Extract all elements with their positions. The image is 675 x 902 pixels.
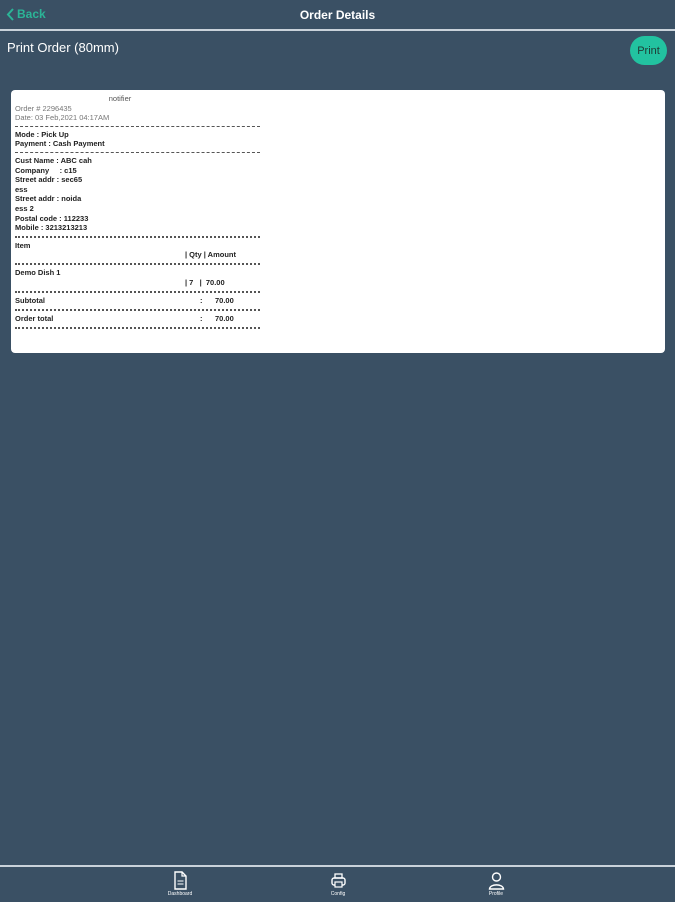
payment-method: Payment : Cash Payment — [15, 139, 105, 149]
street-address-2: Street addr : noida — [15, 194, 82, 204]
tab-config[interactable] — [308, 871, 368, 897]
user-icon — [488, 871, 505, 890]
qty-amount-column-header: | Qty | Amount — [185, 250, 236, 260]
print-order-heading: Print Order (80mm) — [7, 40, 119, 55]
page-title: Order Details — [299, 8, 376, 22]
divider — [15, 327, 260, 329]
subtotal-label: Subtotal — [15, 295, 45, 305]
tab-dashboard[interactable] — [150, 871, 210, 897]
divider — [15, 263, 260, 265]
printer-icon — [330, 871, 347, 890]
back-label: Back — [17, 7, 46, 21]
divider — [15, 309, 260, 311]
item-column-header: Item — [15, 240, 31, 250]
company: Company : c15 — [15, 165, 77, 175]
order-mode: Mode : Pick Up — [15, 129, 69, 139]
divider — [15, 236, 260, 238]
receipt-card — [11, 90, 665, 353]
store-name: notifier — [108, 94, 132, 103]
receipt-preview — [15, 94, 260, 332]
mobile: Mobile : 3213213213 — [15, 223, 88, 233]
order-number: Order # 2296435 — [15, 103, 72, 113]
tab-label: Profile — [488, 891, 504, 897]
top-nav-bar — [0, 0, 675, 31]
tab-label: Dashboard — [167, 891, 193, 897]
print-button[interactable]: Print — [630, 36, 667, 65]
customer-name: Cust Name : ABC cah — [15, 155, 92, 165]
order-total-value: : 70.00 — [200, 313, 234, 323]
divider — [15, 152, 260, 153]
tab-profile[interactable] — [466, 871, 526, 897]
subtotal-value: : 70.00 — [200, 295, 234, 305]
street-address-1: Street addr : sec65 — [15, 175, 83, 185]
item-name: Demo Dish 1 — [15, 268, 61, 278]
divider — [15, 126, 260, 127]
street-address-2-cont: ess 2 — [15, 203, 34, 213]
bottom-tab-bar — [0, 865, 675, 902]
order-date: Date: 03 Feb,2021 04:17AM — [15, 113, 110, 123]
order-total-label: Order total — [15, 313, 54, 323]
item-qty-amount: | 7 | 70.00 — [185, 277, 225, 287]
postal-code: Postal code : 112233 — [15, 213, 89, 223]
tab-label: Config — [330, 891, 346, 897]
document-icon — [172, 871, 189, 890]
street-address-1-cont: ess — [15, 184, 28, 194]
divider — [15, 291, 260, 293]
